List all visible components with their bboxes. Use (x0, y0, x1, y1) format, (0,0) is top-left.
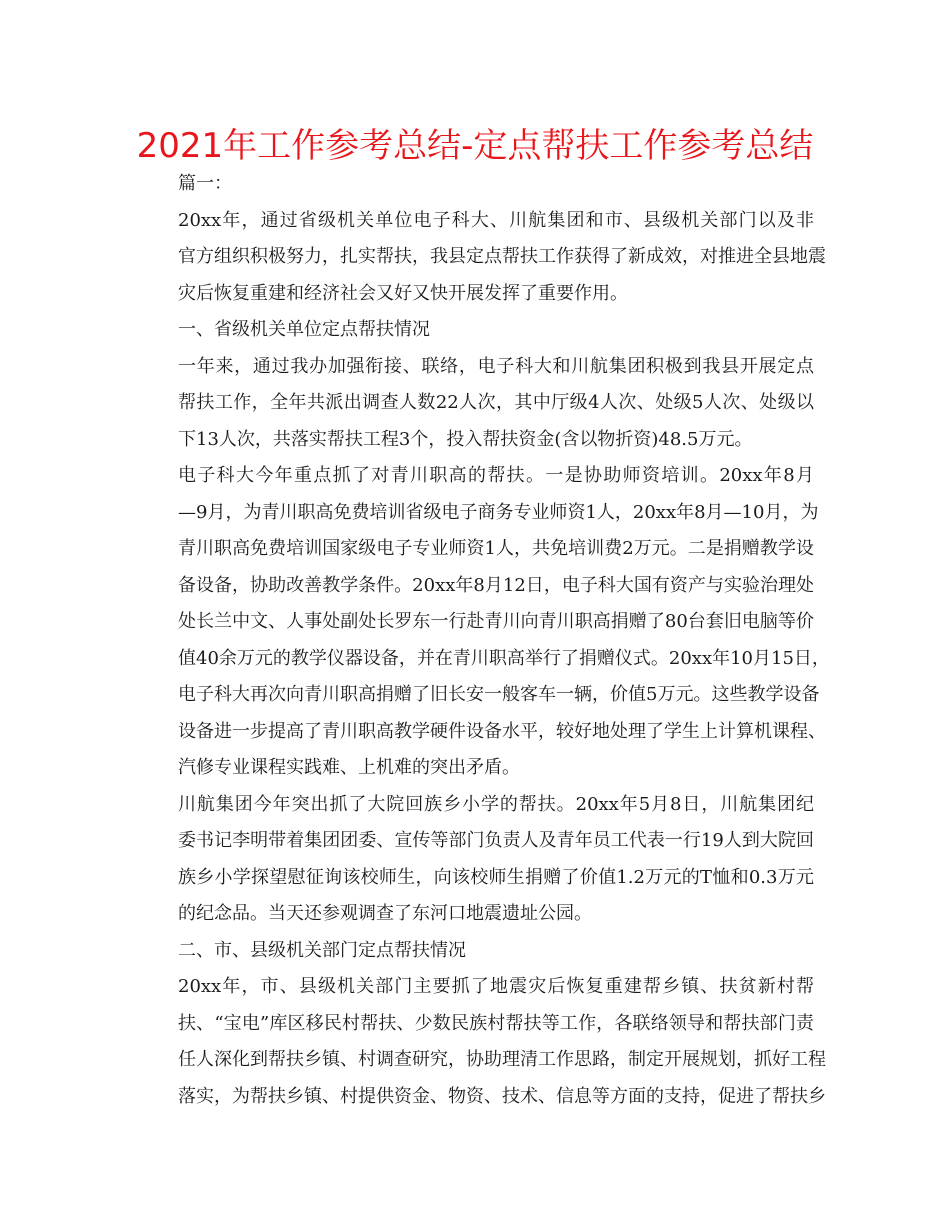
text-line: 20xx年，通过省级机关单位电子科大、川航集团和市、县级机关部门以及非 (178, 209, 814, 231)
text-line: 备设备，协助改善教学条件。20xx年8月12日，电子科大国有资产与实验治理处 (178, 574, 814, 596)
text-line: 处长兰中文、人事处副处长罗东一行赴青川向青川职高捐赠了80台套旧电脑等价 (178, 611, 814, 632)
text-line: 任人深化到帮扶乡镇、村调查研究，协助理清工作思路，制定开展规划，抓好工程 (178, 1049, 826, 1070)
text-line: 帮扶工作，全年共派出调查人数22人次，其中厅级4人次、处级5人次、处级以 (178, 392, 814, 413)
text-line: 下13人次，共落实帮扶工程3个，投入帮扶资金(含以物折资)48.5万元。 (178, 428, 753, 450)
paragraph (142, 166, 814, 203)
paragraph (142, 458, 830, 787)
text-line: 一年来，通过我办加强衔接、联络，电子科大和川航集团积极到我县开展定点 (178, 355, 814, 377)
paragraph (142, 933, 814, 970)
text-line: 的纪念品。当天还参观调查了东河口地震遗址公园。 (178, 903, 592, 924)
text-line: 一、省级机关单位定点帮扶情况 (178, 319, 430, 340)
text-line: 电子科大今年重点抓了对青川职高的帮扶。一是协助师资培训。20xx年8月 (178, 465, 814, 486)
text-line: 二、市、县级机关部门定点帮扶情况 (178, 939, 466, 961)
text-line: 灾后恢复重建和经济社会又好又快开展发挥了重要作用。 (178, 282, 628, 304)
paragraph (142, 312, 814, 349)
text-line: —9月，为青川职高免费培训省级电子商务专业师资1人，20xx年8月—10月，为 (178, 501, 819, 523)
text-line: 委书记李明带着集团团委、宣传等部门负责人及青年员工代表一行19人到大院回 (178, 830, 814, 851)
text-line: 值40余万元的教学仪器设备，并在青川职高举行了捐赠仪式。20xx年10月15日， (178, 647, 830, 669)
text-line: 族乡小学探望慰征询该校师生，向该校师生捐赠了价值1.2万元的T恤和0.3万元 (178, 866, 814, 888)
text-line: 篇一： (178, 173, 232, 194)
text-line: 扶、“宝电”库区移民村帮扶、少数民族村帮扶等工作，各联络领导和帮扶部门责 (178, 1012, 814, 1034)
text-line: 官方组织积极努力，扎实帮扶，我县定点帮扶工作获得了新成效，对推进全县地震 (178, 246, 826, 267)
text-line: 川航集团今年突出抓了大院回族乡小学的帮扶。20xx年5月8日，川航集团纪 (178, 793, 814, 815)
document-body (142, 166, 830, 1115)
document-title: 2021年工作参考总结-定点帮扶工作参考总结 (136, 126, 814, 166)
paragraph (142, 349, 814, 459)
text-line: 设备进一步提高了青川职高教学硬件设备水平，较好地处理了学生上计算机课程、 (178, 720, 826, 742)
text-line: 20xx年，市、县级机关部门主要抓了地震灾后恢复重建帮乡镇、扶贫新村帮 (178, 976, 814, 997)
paragraph (142, 203, 826, 313)
text-line: 电子科大再次向青川职高捐赠了旧长安一般客车一辆，价值5万元。这些教学设备 (178, 684, 820, 705)
paragraph (142, 969, 826, 1115)
text-line: 青川职高免费培训国家级电子专业师资1人，共免培训费2万元。二是捐赠教学设 (178, 538, 814, 559)
text-line: 汽修专业课程实践难、上机难的突出矛盾。 (178, 757, 520, 778)
text-line: 落实，为帮扶乡镇、村提供资金、物资、技术、信息等方面的支持，促进了帮扶乡 (178, 1085, 826, 1107)
paragraph (142, 787, 814, 933)
